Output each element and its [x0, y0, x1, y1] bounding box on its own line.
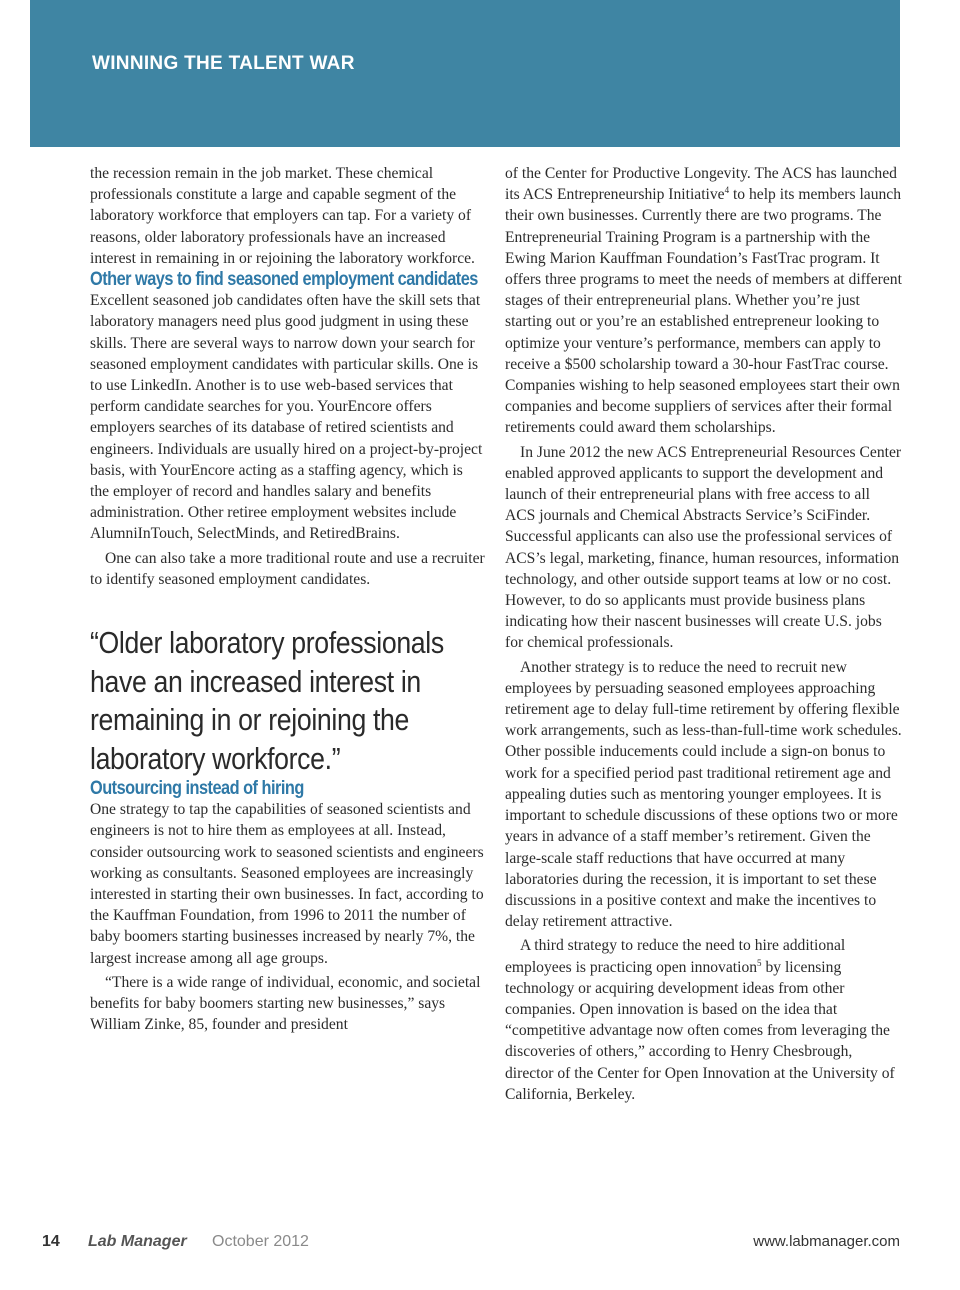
right-column [505, 163, 903, 1105]
page-footer [42, 1233, 900, 1255]
website-url: www.labmanager.com [753, 1233, 900, 1250]
subheading-seasoned-candidates: Other ways to find seasoned employment candidates [90, 269, 478, 291]
paragraph: the recession remain in the job market. These chemical professionals constitute a large and capable segment of the laboratory workforce that employers can tap. For a variety of reasons, older laboratory professionals have an increased interest in remaining in or rejoining the laboratory workforce. [90, 165, 475, 267]
paragraph: One can also take a more traditional route and use a recruiter to identify seasoned employment candidates. [90, 549, 485, 588]
text-run: to help its members launch their own businesses. Currently there are two programs. The Entrepreneurial Training Program is a partnership with the Ewing Marion Kauffman Foundation’s FastTrac program. It offers three programs to meet the needs of members at different stages of their entrepreneurial plans. Whether you’re just starting out or you’re an established entrepreneur looking to optimize your venture’s performance, members can apply to receive a $500 scholarship toward a 30-hour FastTrac course. Companies wishing to help seasoned employees start their own companies and become suppliers of services after their formal retirements could award them scholarships. [505, 186, 902, 437]
paragraph: Excellent seasoned job candidates often have the skill sets that laboratory managers need plus good judgment in using these skills. There are several ways to narrow down your search for seasoned employment candidates with particular skills. One is to use LinkedIn. Another is to use web-based services that perform candidate searches for you. YourEncore offers employers searches of its database of retired scientists and engineers. Individuals are usually hired on a project-by-project basis, with YourEncore acting as a staffing agency, which is the employer of record and handles salary and benefits administration. Other retiree employment websites include AlumniInTouch, SelectMinds, and RetiredBrains. [90, 292, 483, 543]
paragraph: “There is a wide range of individual, economic, and societal benefits for baby boomers starting new businesses,” says William Zinke, 85, founder and president [90, 973, 481, 1034]
page-number: 14 [42, 1233, 60, 1250]
issue-date: October 2012 [212, 1233, 309, 1250]
section-title: WINNING THE TALENT WAR [92, 53, 355, 74]
text-run: by licensing technology or acquiring development ideas from other companies. Open innovation is based on the idea that “competitive advantage now often comes from leveraging the discoveries of others,” according to Henry Chesbrough, director of the Center for Open Innovation at the University of California, Berkeley. [505, 958, 895, 1103]
footnote-ref: 4 [724, 185, 730, 196]
text-run: of the Center for Productive Longevity. The ACS has launched its ACS Entrepreneurship Initiative [505, 165, 897, 204]
paragraph: Another strategy is to reduce the need to recruit new employees by persuading seasoned employees approaching retirement age to delay full-time retirement by offering flexible work arrangements, such as less-than-full-time work schedules. Other possible inducements could include a sign-on bonus to work for a specified period past traditional retirement age and appealing duties such as mentoring younger employees. It is important to schedule discussions of these options two or more years in advance of a staff member’s retirement. Given the large-scale staff reductions that have occurred at many laboratories during the recession, it is important to set these discussions in a positive context and make the incentives to delay retirement attractive. [505, 658, 902, 931]
footnote-ref: 5 [757, 957, 762, 968]
subheading-outsourcing: Outsourcing instead of hiring [90, 778, 304, 800]
paragraph [505, 935, 903, 1105]
left-column [90, 163, 485, 1036]
pull-quote: “Older laboratory professionals have an increased interest in remaining in or rejoining the laboratory workforce.” [90, 625, 444, 776]
paragraph: One strategy to tap the capabilities of seasoned scientists and engineers is not to hire them as employees at all. Instead, consider outsourcing work to seasoned scientists and engineers working as consultants. Seasoned employees are increasingly interested in starting their own businesses. In fact, according to the Kauffman Foundation, from 1996 to 2011 the number of baby boomers starting businesses increased by nearly 7%, the largest increase among all age groups. [90, 801, 484, 967]
paragraph: In June 2012 the new ACS Entrepreneurial Resources Center enabled approved applicants to support the development and launch of their entrepreneurial plans with free access to all ACS journals and Chemical Abstracts Service’s SciFinder. Successful applicants can also use the professional services of ACS’s legal, marketing, finance, human resources, information technology, and other outside support teams at low or no cost. However, to do so applicants must provide business plans indicating how their nascent businesses will create U.S. jobs for chemical professionals. [505, 443, 902, 652]
paragraph [505, 163, 903, 439]
header-band [30, 0, 900, 147]
text-run: A third strategy to reduce the need to hire additional employees is practicing open innovation [505, 937, 846, 976]
magazine-brand: Lab Manager [88, 1233, 187, 1250]
